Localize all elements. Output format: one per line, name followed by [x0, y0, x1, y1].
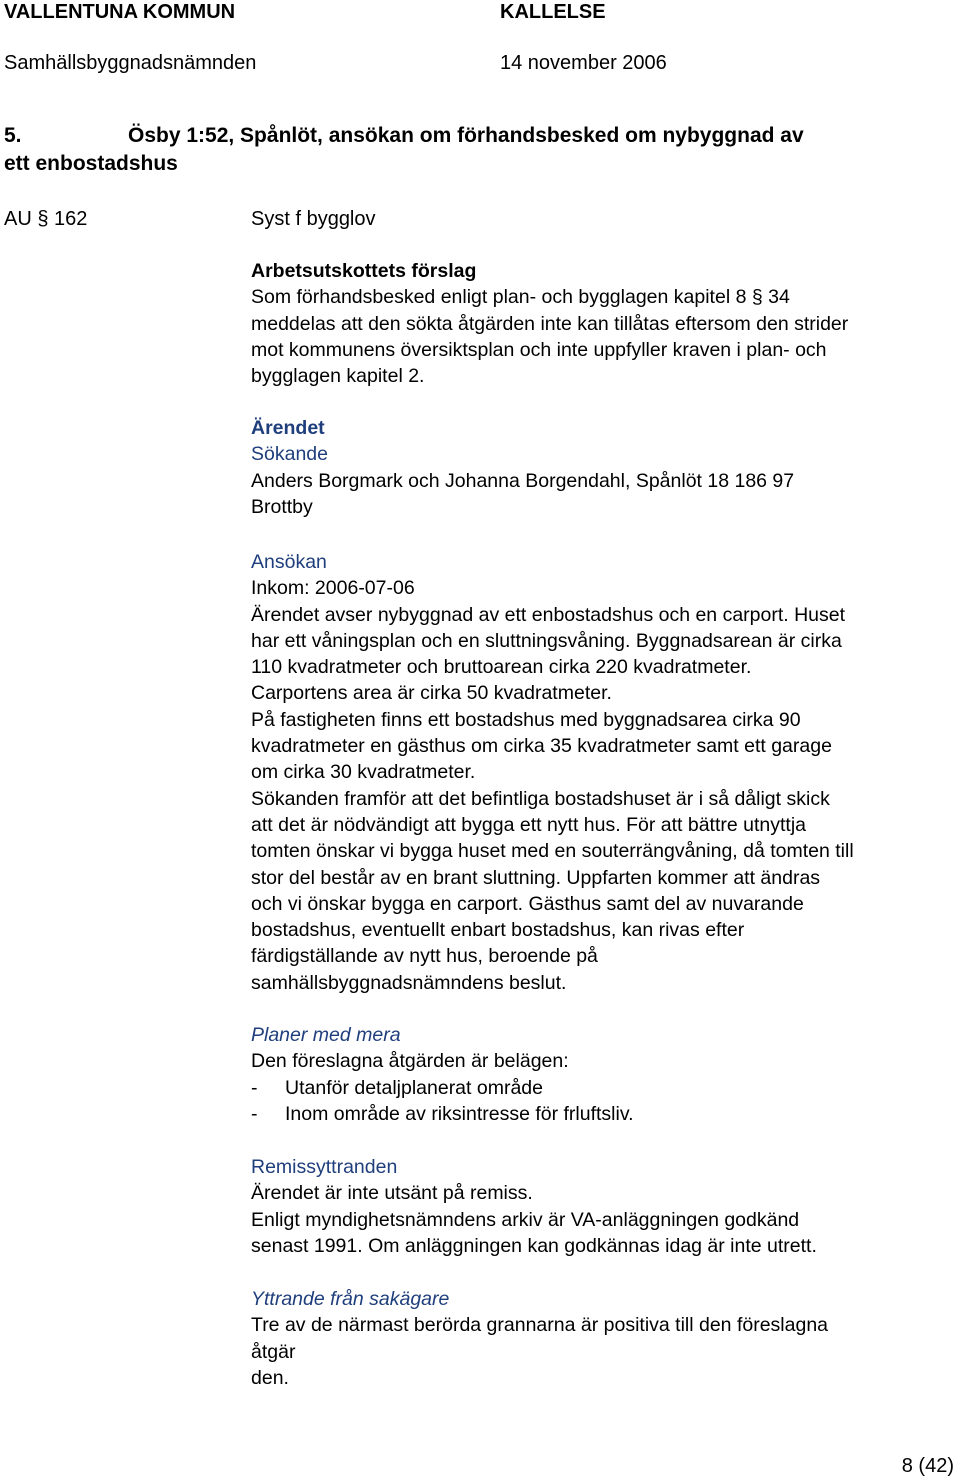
planer-label: Planer med mera — [251, 1024, 401, 1046]
au-prefix: AU — [4, 208, 32, 230]
list-dash: - — [251, 1076, 258, 1099]
remiss-section — [251, 1154, 960, 1259]
ansokan-line: stor del består av en brant sluttning. Uppfarten kommer att ändras — [251, 866, 821, 889]
ansokan-line: Sökanden framför att det befintliga bostadshuset är i så dåligt skick — [251, 787, 830, 810]
committee-name: Samhällsbyggnadsnämnden — [4, 52, 257, 74]
ansokan-line: har ett våningsplan och en sluttningsvåning. Byggnadsarean är cirka — [251, 629, 842, 652]
ansokan-label: Ansökan — [251, 551, 327, 573]
proposal-line: mot kommunens översiktsplan och inte uppfyller kraven i plan- och — [251, 338, 827, 361]
au-ref-label: Syst f bygglov — [251, 208, 376, 230]
list-item-text: Utanför detaljplanerat område — [285, 1076, 543, 1099]
ansokan-line: om cirka 30 kvadratmeter. — [251, 761, 476, 784]
meeting-date: 14 november 2006 — [500, 52, 667, 74]
ansokan-line: och vi önskar bygga en carport. Gästhus samt del av nuvarande — [251, 892, 804, 915]
remiss-line: Enligt myndighetsnämndens arkiv är VA-anläggningen godkänd — [251, 1208, 800, 1231]
list-item-text: Inom område av riksintresse för frluftsliv. — [285, 1102, 634, 1125]
ansokan-line: kvadratmeter en gästhus om cirka 35 kvadratmeter samt ett garage — [251, 735, 832, 758]
ansokan-line: Inkom: 2006-07-06 — [251, 577, 415, 600]
au-reference — [4, 206, 87, 232]
arendet-section — [251, 415, 960, 520]
item-title-line1: Ösby 1:52, Spånlöt, ansökan om förhandsbesked om nybyggnad av — [128, 124, 804, 147]
sokande-line: Anders Borgmark och Johanna Borgendahl, Spånlöt 18 186 97 — [251, 469, 795, 492]
proposal-heading: Arbetsutskottets förslag — [251, 260, 477, 282]
section-sign: § — [37, 208, 49, 230]
list-dash: - — [251, 1102, 258, 1125]
proposal-line: Som förhandsbesked enligt plan- och bygglagen kapitel 8 § 34 — [251, 286, 790, 309]
sokande-line: Brottby — [251, 495, 313, 518]
item-title-line2: ett enbostadshus — [4, 152, 178, 175]
sakagare-line: åtgär — [251, 1340, 296, 1363]
list-item — [251, 1101, 960, 1127]
ansokan-section — [251, 549, 960, 996]
proposal-line: bygglagen kapitel 2. — [251, 365, 425, 388]
sokande-label: Sökande — [251, 443, 328, 466]
sakagare-line: Tre av de närmast berörda grannarna är positiva till den föreslagna — [251, 1314, 829, 1337]
planer-intro: Den föreslagna åtgärden är belägen: — [251, 1050, 569, 1073]
list-item — [251, 1075, 960, 1101]
proposal-line: meddelas att den sökta åtgärden inte kan tillåtas eftersom den strider — [251, 312, 849, 335]
sakagare-line: den. — [251, 1366, 289, 1389]
ansokan-line: 110 kvadratmeter och bruttoarean cirka 220 kvadratmeter. — [251, 656, 752, 679]
ansokan-line: Ärendet avser nybyggnad av ett enbostadshus och en carport. Huset — [251, 603, 846, 626]
planer-section — [251, 1022, 960, 1127]
ansokan-line: att det är nödvändigt att bygga ett nytt hus. För att bättre utnyttja — [251, 813, 806, 836]
ansokan-line: samhällsbyggnadsnämndens beslut. — [251, 971, 567, 994]
document-type: KALLELSE — [500, 1, 606, 23]
remiss-label: Remissyttranden — [251, 1156, 398, 1178]
item-title — [4, 122, 944, 178]
ansokan-line: färdigställande av nytt hus, beroende på — [251, 945, 598, 968]
ansokan-line: tomten önskar vi bygga huset med en souterrängvåning, då tomten till — [251, 840, 854, 863]
item-number: 5. — [4, 124, 22, 147]
sakagare-section — [251, 1286, 960, 1391]
remiss-line: Ärendet är inte utsänt på remiss. — [251, 1182, 533, 1205]
ansokan-line: På fastigheten finns ett bostadshus med byggnadsarea cirka 90 — [251, 708, 801, 731]
page-number: 8 (42) — [901, 1455, 954, 1477]
au-number: 162 — [54, 208, 88, 230]
ansokan-line: Carportens area är cirka 50 kvadratmeter. — [251, 682, 612, 705]
proposal-section — [251, 258, 960, 389]
ansokan-line: bostadshus, eventuellt enbart bostadshus, kan rivas efter — [251, 919, 745, 942]
org-name: VALLENTUNA KOMMUN — [4, 1, 236, 23]
arendet-heading: Ärendet — [251, 417, 325, 439]
remiss-line: senast 1991. Om anläggningen kan godkännas idag är inte utrett. — [251, 1234, 817, 1257]
sakagare-label: Yttrande från sakägare — [251, 1288, 450, 1310]
